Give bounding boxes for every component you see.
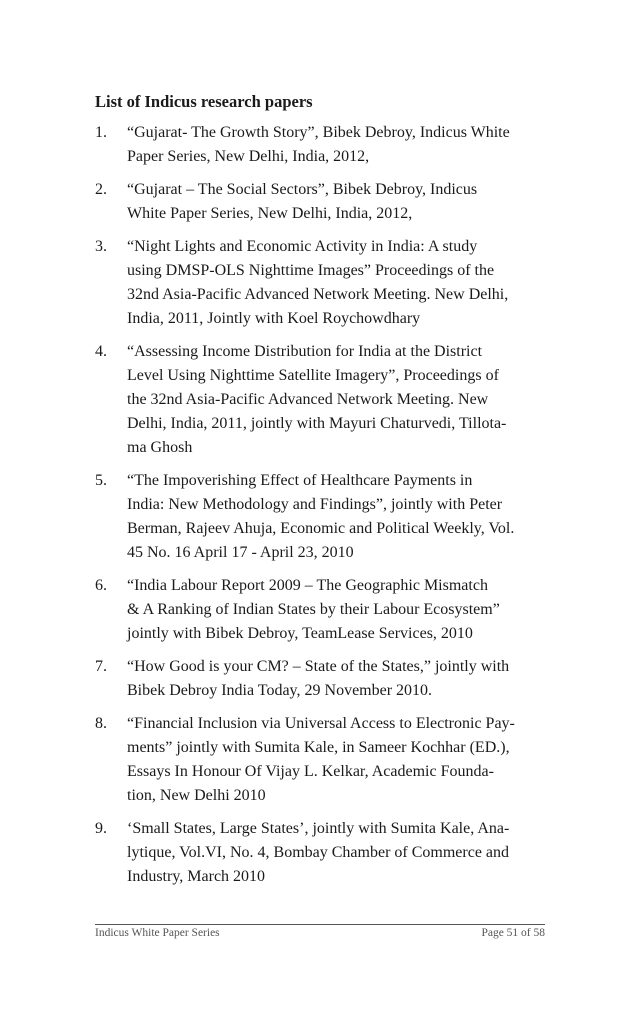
list-item-text-line: “How Good is your CM? – State of the States,” jointly with: [127, 658, 510, 675]
list-item-number: 2.: [95, 181, 107, 198]
list-item: [95, 655, 545, 703]
footer-page-number: Page 51 of 58: [481, 927, 545, 939]
list-item-text-line: using DMSP-OLS Nighttime Images” Proceedings of the: [127, 262, 495, 279]
list-item-text-line: ma Ghosh: [127, 439, 193, 456]
list-item: [95, 469, 545, 565]
list-item-number: 5.: [95, 472, 107, 489]
list-item-text-line: tion, New Delhi 2010: [127, 787, 266, 804]
list-item-number: 7.: [95, 658, 107, 675]
list-item-text-line: the 32nd Asia-Pacific Advanced Network Meeting. New: [127, 391, 489, 408]
list-item-text-line: “The Impoverishing Effect of Healthcare Payments in: [127, 472, 473, 489]
list-item: [95, 340, 545, 460]
list-item-text-line: India, 2011, Jointly with Koel Roychowdhary: [127, 310, 421, 327]
footer-divider: [95, 924, 545, 925]
list-item-number: 3.: [95, 238, 107, 255]
list-item-text-line: Paper Series, New Delhi, India, 2012,: [127, 148, 370, 165]
list-item-text-line: “Financial Inclusion via Universal Access to Electronic Pay-: [127, 715, 515, 732]
list-item: [95, 712, 545, 808]
list-item-number: 1.: [95, 124, 107, 141]
list-item-number: 9.: [95, 820, 107, 837]
research-paper-list: [95, 121, 545, 898]
list-item-text-line: ments” jointly with Sumita Kale, in Sameer Kochhar (ED.),: [127, 739, 510, 756]
list-item-text-line: & A Ranking of Indian States by their Labour Ecosystem”: [127, 601, 500, 618]
list-item-text-line: Delhi, India, 2011, jointly with Mayuri Chaturvedi, Tillota-: [127, 415, 507, 432]
list-item-text-line: jointly with Bibek Debroy, TeamLease Services, 2010: [127, 625, 473, 642]
list-item-number: 4.: [95, 343, 107, 360]
list-item-text-line: lytique, Vol.VI, No. 4, Bombay Chamber of Commerce and: [127, 844, 510, 861]
footer-series-title: Indicus White Paper Series: [95, 927, 220, 939]
list-item-text-line: “India Labour Report 2009 – The Geographic Mismatch: [127, 577, 488, 594]
list-item-number: 8.: [95, 715, 107, 732]
list-item-text-line: “Night Lights and Economic Activity in India: A study: [127, 238, 478, 255]
list-item-text-line: Essays In Honour Of Vijay L. Kelkar, Academic Founda-: [127, 763, 494, 780]
list-item-text-line: Bibek Debroy India Today, 29 November 2010.: [127, 682, 433, 699]
list-item-text-line: ‘Small States, Large States’, jointly with Sumita Kale, Ana-: [127, 820, 510, 837]
list-item-text-line: Berman, Rajeev Ahuja, Economic and Political Weekly, Vol.: [127, 520, 515, 537]
list-item: [95, 817, 545, 889]
list-item: [95, 178, 545, 226]
list-item-text-line: “Gujarat – The Social Sectors”, Bibek Debroy, Indicus: [127, 181, 478, 198]
list-item-text-line: White Paper Series, New Delhi, India, 2012,: [127, 205, 413, 222]
list-item-text-line: India: New Methodology and Findings”, jointly with Peter: [127, 496, 503, 513]
list-item-text-line: Industry, March 2010: [127, 868, 266, 885]
list-item-text-line: 45 No. 16 April 17 - April 23, 2010: [127, 544, 354, 561]
section-heading: List of Indicus research papers: [95, 92, 313, 111]
list-item-text-line: Level Using Nighttime Satellite Imagery”, Proceedings of: [127, 367, 499, 384]
list-item: [95, 235, 545, 331]
list-item: [95, 574, 545, 646]
list-item-text-line: “Assessing Income Distribution for India at the District: [127, 343, 483, 360]
list-item: [95, 121, 545, 169]
list-item-text-line: 32nd Asia-Pacific Advanced Network Meeting. New Delhi,: [127, 286, 509, 303]
list-item-text-line: “Gujarat- The Growth Story”, Bibek Debroy, Indicus White: [127, 124, 510, 141]
list-item-number: 6.: [95, 577, 107, 594]
